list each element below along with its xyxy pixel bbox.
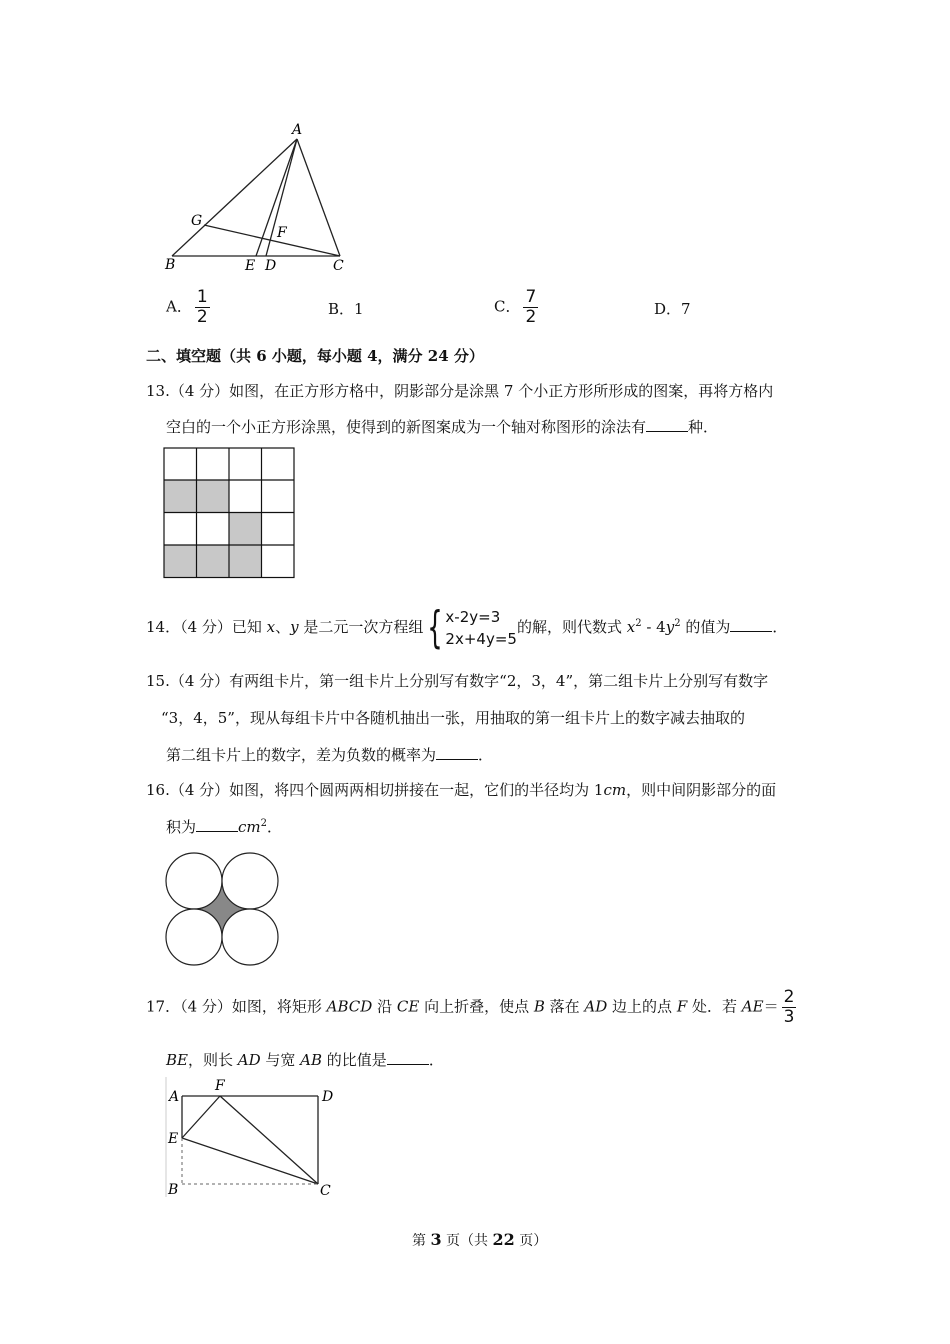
section-2-heading: 二、填空题（共 6 小题，每小题 4，满分 24 分） [146,347,484,365]
q13-answer-blank [646,417,688,432]
q16-line-2: 积为 $cm^2$． [166,818,283,836]
label-f: F [215,1078,225,1094]
label-e: E [168,1131,179,1147]
option-c-fraction: $\frac{7}{2}$ [525,287,537,327]
option-a-fraction: $\frac{1}{2}$ [196,287,208,327]
label-c: C [333,258,344,274]
q15-line-3: 第二组卡片上的数字，差为负数的概率为 ． [166,746,494,764]
q17-fraction: $\frac{2}{3}$ [783,987,795,1027]
page-total: 22 [492,1230,515,1249]
equation-system: x-2y=3 2x+4y=5 [445,608,517,648]
q13-grid-figure [163,447,297,581]
label-c: C [320,1183,331,1199]
label-a: A [169,1089,180,1105]
q15-answer-blank [436,745,478,760]
q12-option-b: B．1 [328,300,364,318]
q17-rectangle-figure [160,1075,350,1205]
q12-triangle-figure [160,118,360,278]
label-d: D [322,1089,334,1105]
q16-answer-blank [196,817,238,832]
page-footer: 第 3 页（共 22 页） [412,1230,548,1249]
q12-option-d: D．7 [654,300,691,318]
label-f: F [277,225,287,241]
label-d: D [265,258,277,274]
q17-answer-blank [387,1050,429,1065]
q14-answer-blank [730,617,772,632]
q17-line-1: 17．（4 分）如图，将矩形 ABCD 沿 CE 向上折叠，使点 B 落在 AD 边上的点 F 处．若 AE＝ $\frac{2}{3}$ [146,987,795,1027]
q17-line-2: BE，则长 AD 与宽 AB 的比值是 ． [166,1051,444,1069]
q16-line-1: 16.（4 分）如图，将四个圆两两相切拼接在一起，它们的半径均为 1cm，则中间阴影部分的面 [146,781,777,799]
q12-option-a: A． $\frac{1}{2}$ [166,287,208,327]
label-e: E [245,258,256,274]
q15-line-2: “3，4，5”，现从每组卡片中各随机抽出一张，用抽取的第一组卡片上的数字减去抽取的 [161,709,745,727]
label-g: G [191,213,203,229]
label-b: B [168,1182,179,1198]
q16-circles-figure [163,850,285,968]
label-a: A [292,122,303,138]
system-brace: { [427,602,444,653]
q13-line-2: 空白的一个小正方形涂黑，使得到的新图案成为一个轴对称图形的涂法有 种． [166,418,719,436]
q12-option-c: C． $\frac{7}{2}$ [494,287,537,327]
label-b: B [165,257,176,273]
q14-line: 14．（4 分）已知 x、y 是二元一次方程组{ x-2y=3 2x+4y=5 的解，则代数式 $x^2 - 4y^2$ 的值为 ． [146,602,788,653]
q15-line-1: 15.（4 分）有两组卡片，第一组卡片上分别写有数字“2，3，4”，第二组卡片上分别写有数字 [146,672,769,690]
q13-line-1: 13.（4 分）如图，在正方形方格中，阴影部分是涂黑 7 个小正方形所形成的图案，再将方格内 [146,382,774,400]
page-number: 3 [430,1230,442,1249]
